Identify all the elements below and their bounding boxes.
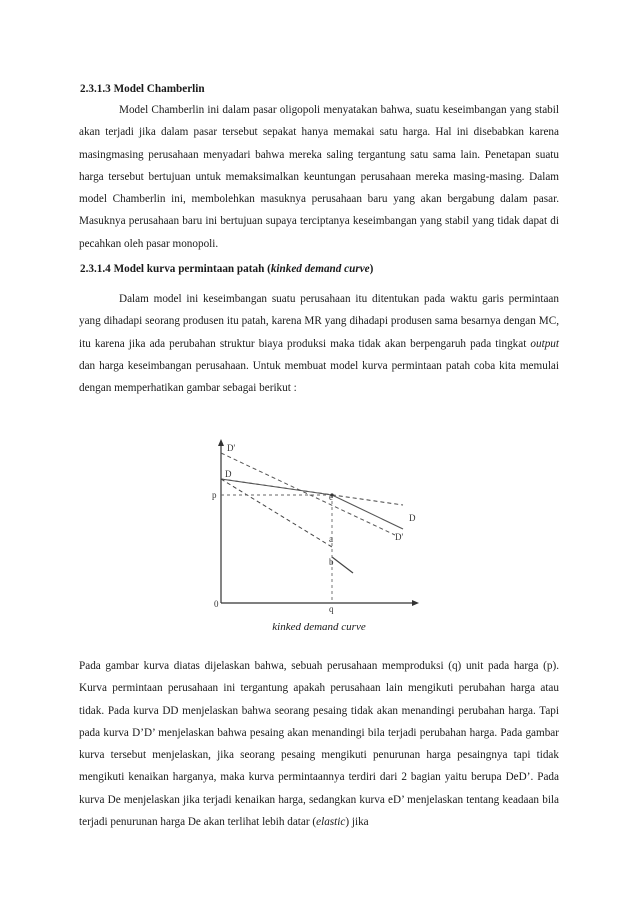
heading-closing-paren: )	[369, 263, 374, 275]
paragraph-figure-explanation	[79, 655, 559, 833]
label-d-prime-right: D'	[395, 532, 404, 542]
text-run: Pada gambar kurva diatas dijelaskan bahwa, sebuah perusahaan memproduksi (q) unit pada harga (p). Kurva permintaan perusahaan ini tergantung apakah perusahaan lain mengikuti perubahan harga atau tidak. Pada kurva DD menjelaskan bahwa seorang pesaing tidak akan menandingi perubahan harga. Tapi pada kurva D’D’ menjelaskan bahwa pesaing akan menandingi bila terjadi perubahan harga. Pada gambar kurva tersebut menjelaskan, jika seorang pesaing mengikuti penurunan harga pesaingnya tapi tidak mengikuti kenaikan harganya, maka kurva permintaannya terdiri dari 2 bagian yaitu berupa DeD’. Pada kurva De menjelaskan jika terjadi kenaikan harga, sedangkan kurva eD’ menjelaskan tentang keadaan bila terjadi penurunan harga De akan terlihat lebih datar (	[79, 660, 559, 829]
heading-text: 2.3.1.4 Model kurva permintaan patah (	[80, 263, 271, 275]
paragraph-text	[79, 288, 559, 399]
paragraph-text: Model Chamberlin ini dalam pasar oligopoli menyatakan bahwa, suatu keseimbangan yang stabil akan terjadi jika dalam pasar tersebut sepakat hanya memakai satu harga. Hal ini disebabkan karena masingmasing perusahaan menyadari bahwa mereka saling tergantung satu sama lain. Penetapan suatu harga tersebut bertujuan untuk memaksimalkan keuntungan perusahaan mereka masing-masing. Dalam model Chamberlin ini, membolehkan masuknya perusahaan baru yang akan bergabung dalam pasar. Masuknya perusahaan baru ini bertujuan supaya terciptanya keseimbangan yang stabil yang tidak dapat di pecahkan oleh pasar monopoli.	[79, 104, 559, 250]
text-run: ) jika	[345, 816, 369, 829]
x-axis-arrow	[412, 600, 419, 606]
kinked-demand-diagram	[205, 437, 430, 615]
text-run: dan harga keseimbangan perusahaan. Untuk membuat model kurva permintaan patah coba kita memulai dengan memperhatikan gambar sebagai berikut :	[79, 359, 559, 395]
label-d-right: D	[409, 513, 416, 523]
label-q: q	[329, 604, 334, 614]
label-origin: 0	[214, 599, 219, 609]
figure-caption: kinked demand curve	[272, 621, 366, 633]
paragraph-model-chamberlin	[79, 99, 559, 255]
paragraph-text	[79, 655, 559, 833]
d-prime-curve-outer	[221, 453, 395, 535]
label-b: b	[329, 557, 334, 567]
heading-italic-text: kinked demand curve	[270, 263, 370, 275]
kinked-demand-figure	[205, 437, 430, 615]
text-run: Dalam model ini keseimbangan suatu perusahaan itu ditentukan pada waktu garis permintaan yang dihadapi seorang produsen itu patah, karena MR yang dihadapi produsen sama besarnya dengan MC, itu karena jika ada perubahan struktur biaya produksi maka tidak akan berpengaruh pada tingkat	[79, 293, 559, 350]
label-d-prime-top: D'	[227, 443, 236, 453]
paragraph-kinked-demand	[79, 288, 559, 399]
marginal-revenue-lower	[332, 557, 353, 573]
italic-term-elastic: elastic	[316, 816, 346, 829]
italic-term-output: output	[530, 337, 559, 350]
section-heading-model-chamberlin: 2.3.1.3 Model Chamberlin	[80, 83, 205, 95]
y-axis-arrow	[218, 439, 224, 446]
label-e: e	[329, 492, 333, 502]
marginal-revenue-upper	[221, 479, 332, 547]
section-heading-kinked-demand	[80, 263, 373, 275]
label-p: p	[212, 490, 217, 500]
label-a: a	[329, 534, 333, 544]
label-d-left: D	[225, 469, 232, 479]
demand-curve-d	[221, 479, 332, 495]
